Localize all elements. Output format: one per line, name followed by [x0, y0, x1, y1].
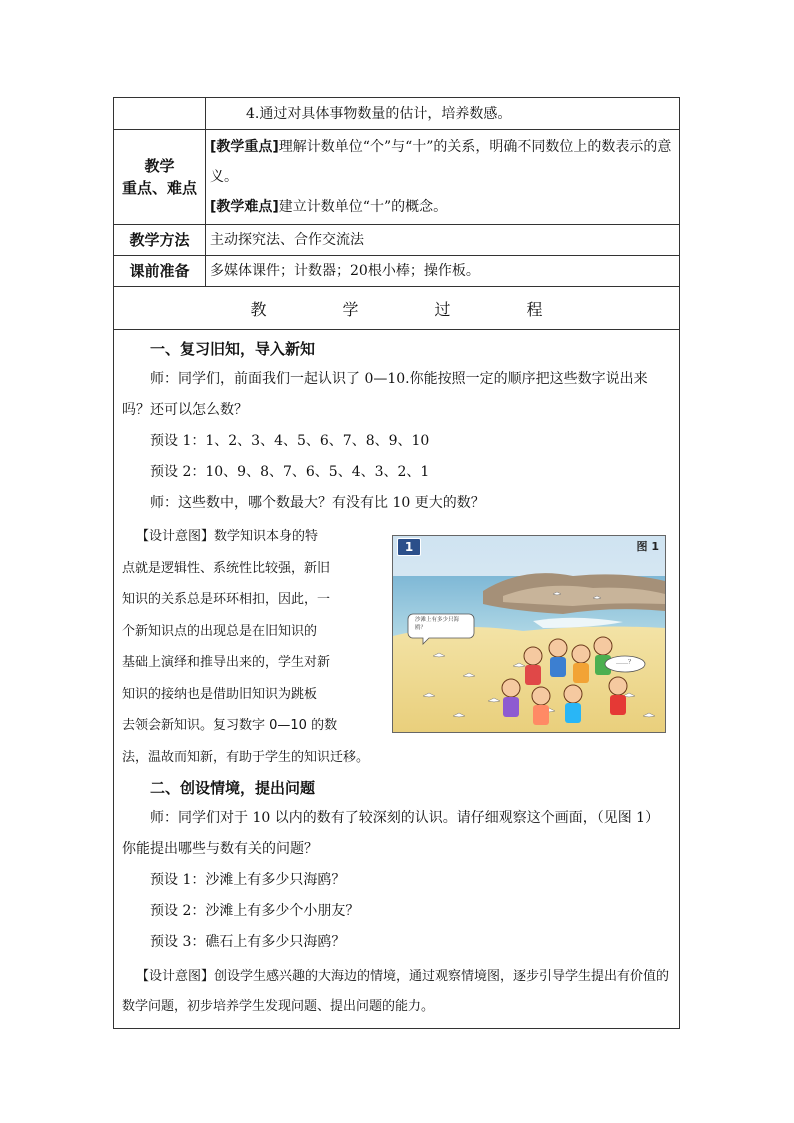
key-points-label-line1: 教学: [144, 157, 175, 175]
method-text: 主动探究法、合作交流法: [206, 225, 680, 256]
objectives-label-cell: [114, 98, 206, 130]
design-line-7: 去领会新知识。复习数字 0—10 的数: [122, 718, 338, 733]
design-intent-2-text: 创设学生感兴趣的大海边的情境，通过观察情境图，逐步引导学生提出有价值的数学问题，初步培养学生发现问题、提出问题的能力。: [122, 969, 670, 1014]
section-2-preset-1: 预设 1：沙滩上有多少只海鸥？: [150, 872, 346, 888]
section-2-preset-2: 预设 2：沙滩上有多少个小朋友？: [150, 903, 360, 919]
key-points-content: [206, 130, 680, 225]
objectives-row: [114, 98, 680, 130]
section-2-teacher-1: 师：同学们对于 10 以内的数有了较深刻的认识。请仔细观察这个画面，（见图 1）你能提出哪些与数有关的问题？: [122, 810, 660, 857]
process-heading-char-1: 教: [250, 299, 267, 319]
figure-label: 图 1: [636, 540, 659, 553]
design-line-4: 个新知识点的出现总是在旧知识的: [122, 623, 318, 639]
bubble-1-text: 沙滩上有多少只海鸥？: [415, 617, 460, 631]
section-2-title: 二、创设情境，提出问题: [150, 779, 316, 797]
bubble-2-text: ……？: [615, 659, 634, 666]
beach-illustration-figure: [392, 535, 666, 733]
design-line-6: 知识的接纳也是借助旧知识为跳板: [122, 686, 318, 702]
design-line-5: 基础上演绎和推导出来的，学生对新: [122, 655, 331, 670]
key-points-row: [114, 130, 680, 225]
difficulty-text: 建立计数单位“十”的概念。: [278, 199, 448, 215]
section-1-title: 一、复习旧知，导入新知: [150, 340, 316, 358]
process-heading-char-3: 过: [434, 299, 451, 319]
process-heading-char-4: 程: [526, 299, 543, 319]
beach-scene-image: [393, 536, 665, 732]
section-1-preset-1: 预设 1：1、2、3、4、5、6、7、8、9、10: [150, 433, 430, 449]
process-heading: [114, 287, 680, 330]
key-points-label-line2: 重点、难点: [121, 179, 197, 197]
process-heading-row: [114, 287, 680, 330]
focus-tag: [教学重点]: [210, 139, 279, 155]
objective-item-4: 4.通过对具体事物数量的估计，培养数感。: [206, 98, 680, 130]
preparation-text: 多媒体课件；计数器；20根小棒；操作板。: [206, 256, 680, 287]
lesson-plan-page: [113, 97, 680, 1029]
design-line-2: 点就是逻辑性、系统性比较强，新旧: [122, 560, 331, 576]
process-heading-char-2: 学: [342, 299, 359, 319]
preparation-row: [114, 256, 680, 287]
design-intent-1-last-line: 法，温故而知新，有助于学生的知识迁移。: [122, 749, 370, 765]
section-1-teacher-2: 师：这些数中，哪个数最大？有没有比 10 更大的数？: [150, 495, 485, 511]
design-intent-1-text: [122, 521, 386, 742]
design-intent-2-tag: 【设计意图】: [136, 969, 215, 984]
focus-text: 理解计数单位“个”与“十”的关系，明确不同数位上的数表示的意义。: [210, 139, 672, 185]
design-intent-1-tag: 【设计意图】: [136, 529, 215, 544]
lesson-plan-table: [113, 97, 680, 1029]
difficulty-tag: [教学难点]: [210, 199, 279, 215]
method-row: [114, 225, 680, 256]
key-points-label: [114, 130, 206, 225]
design-line-1: 数学知识本身的特: [214, 529, 319, 544]
process-body: [114, 330, 680, 1029]
method-label: 教学方法: [114, 225, 206, 256]
section-1-teacher-1: 师：同学们，前面我们一起认识了 0—10.你能按照一定的顺序把这些数字说出来吗？还可以怎么数？: [122, 371, 648, 418]
section-1-preset-2: 预设 2：10、9、8、7、6、5、4、3、2、1: [150, 464, 430, 480]
design-intent-1-block: [122, 521, 671, 742]
design-intent-2: [122, 962, 671, 1022]
figure-number-badge: 1: [397, 538, 421, 556]
process-body-row: [114, 330, 680, 1029]
preparation-label: 课前准备: [114, 256, 206, 287]
design-line-3: 知识的关系总是环环相扣，因此，一: [122, 592, 331, 607]
section-2-preset-3: 预设 3：礁石上有多少只海鸥？: [150, 934, 346, 950]
